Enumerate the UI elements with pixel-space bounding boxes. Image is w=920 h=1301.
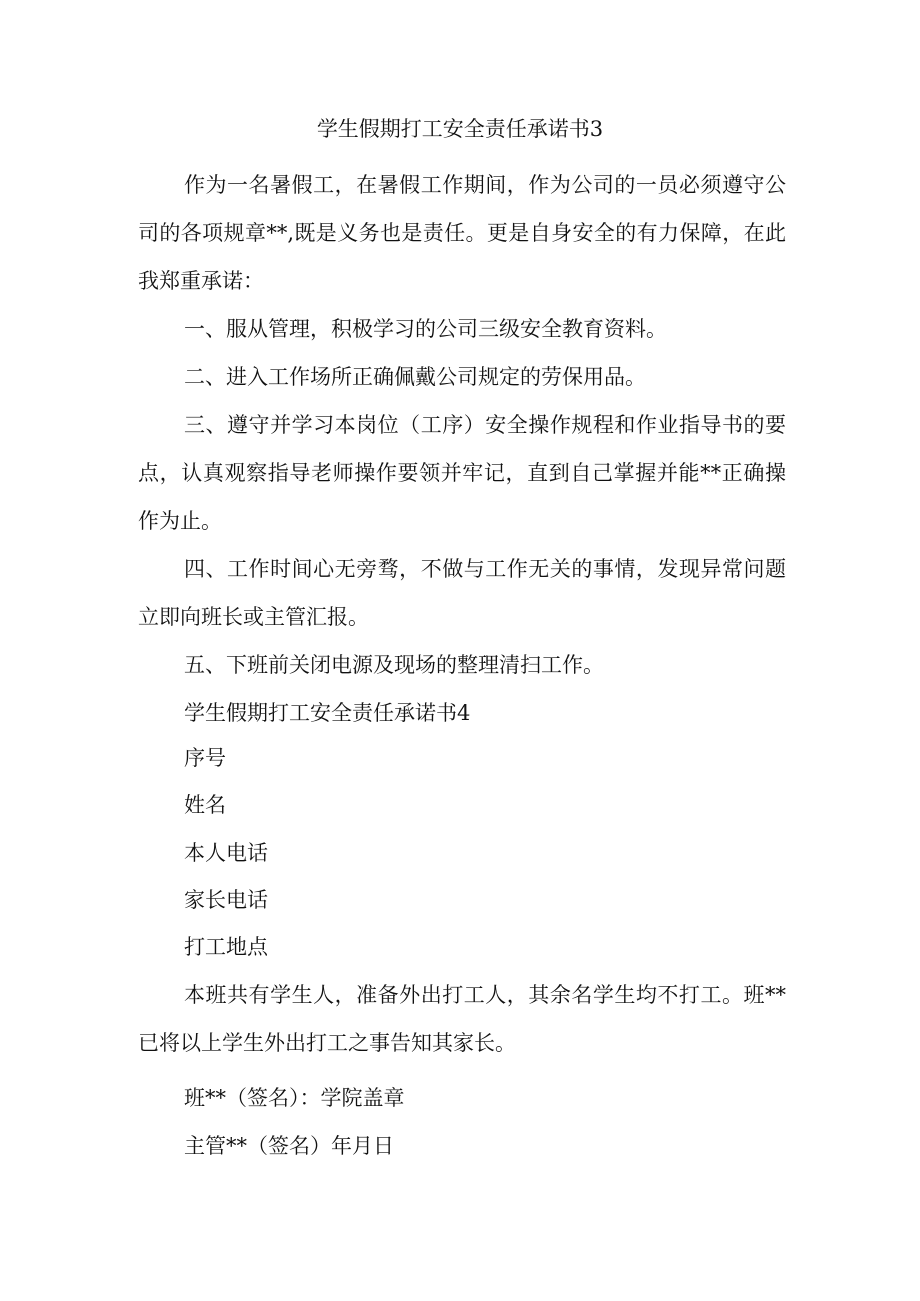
second-title <box>138 689 786 737</box>
pledge-text: 二、进入工作场所正确佩戴公司规定的劳保用品。 <box>184 365 646 389</box>
second-title-text: 学生假期打工安全责任承诺书4 <box>184 701 471 725</box>
intro-text: 作为一名暑假工，在暑假工作期间，作为公司的一员必须遵守公司的各项规章**,既是义务也是责任。更是自身安全的有力保障，在此我郑重承诺： <box>138 173 786 293</box>
field-label-text: 本人电话 <box>184 841 268 865</box>
signature-supervisor-text: 主管**（签名）年月日 <box>184 1134 394 1158</box>
field-label-name <box>138 781 786 829</box>
field-label-text: 序号 <box>184 746 226 770</box>
pledge-item-4 <box>138 545 786 641</box>
statement-paragraph <box>138 971 786 1067</box>
pledge-item-1 <box>138 305 786 353</box>
pledge-item-2 <box>138 353 786 401</box>
pledge-text: 四、工作时间心无旁骛，不做与工作无关的事情，发现异常问题立即向班长或主管汇报。 <box>138 557 786 629</box>
field-label-text: 姓名 <box>184 793 226 817</box>
statement-text: 本班共有学生人，准备外出打工人，其余名学生均不打工。班**已将以上学生外出打工之事告知其家长。 <box>138 983 786 1055</box>
field-label-text: 家长电话 <box>184 888 268 912</box>
intro-paragraph <box>138 161 786 305</box>
pledge-text: 一、服从管理，积极学习的公司三级安全教育资料。 <box>184 317 667 341</box>
pledge-text: 三、遵守并学习本岗位（工序）安全操作规程和作业指导书的要点，认真观察指导老师操作要领并牢记，直到自己掌握并能**正确操作为止。 <box>138 413 786 533</box>
field-label-work-location <box>138 923 786 971</box>
signature-supervisor-line <box>138 1122 786 1170</box>
pledge-item-3 <box>138 401 786 545</box>
field-label-own-phone <box>138 829 786 877</box>
document-title: 学生假期打工安全责任承诺书3 <box>316 117 604 141</box>
signature-class-text: 班**（签名）：学院盖章 <box>184 1086 405 1110</box>
signature-class-line <box>138 1074 786 1122</box>
field-label-parent-phone <box>138 876 786 924</box>
field-label-text: 打工地点 <box>184 935 268 959</box>
pledge-item-5 <box>138 641 786 689</box>
pledge-text: 五、下班前关闭电源及现场的整理清扫工作。 <box>184 653 604 677</box>
field-label-serial <box>138 734 786 782</box>
